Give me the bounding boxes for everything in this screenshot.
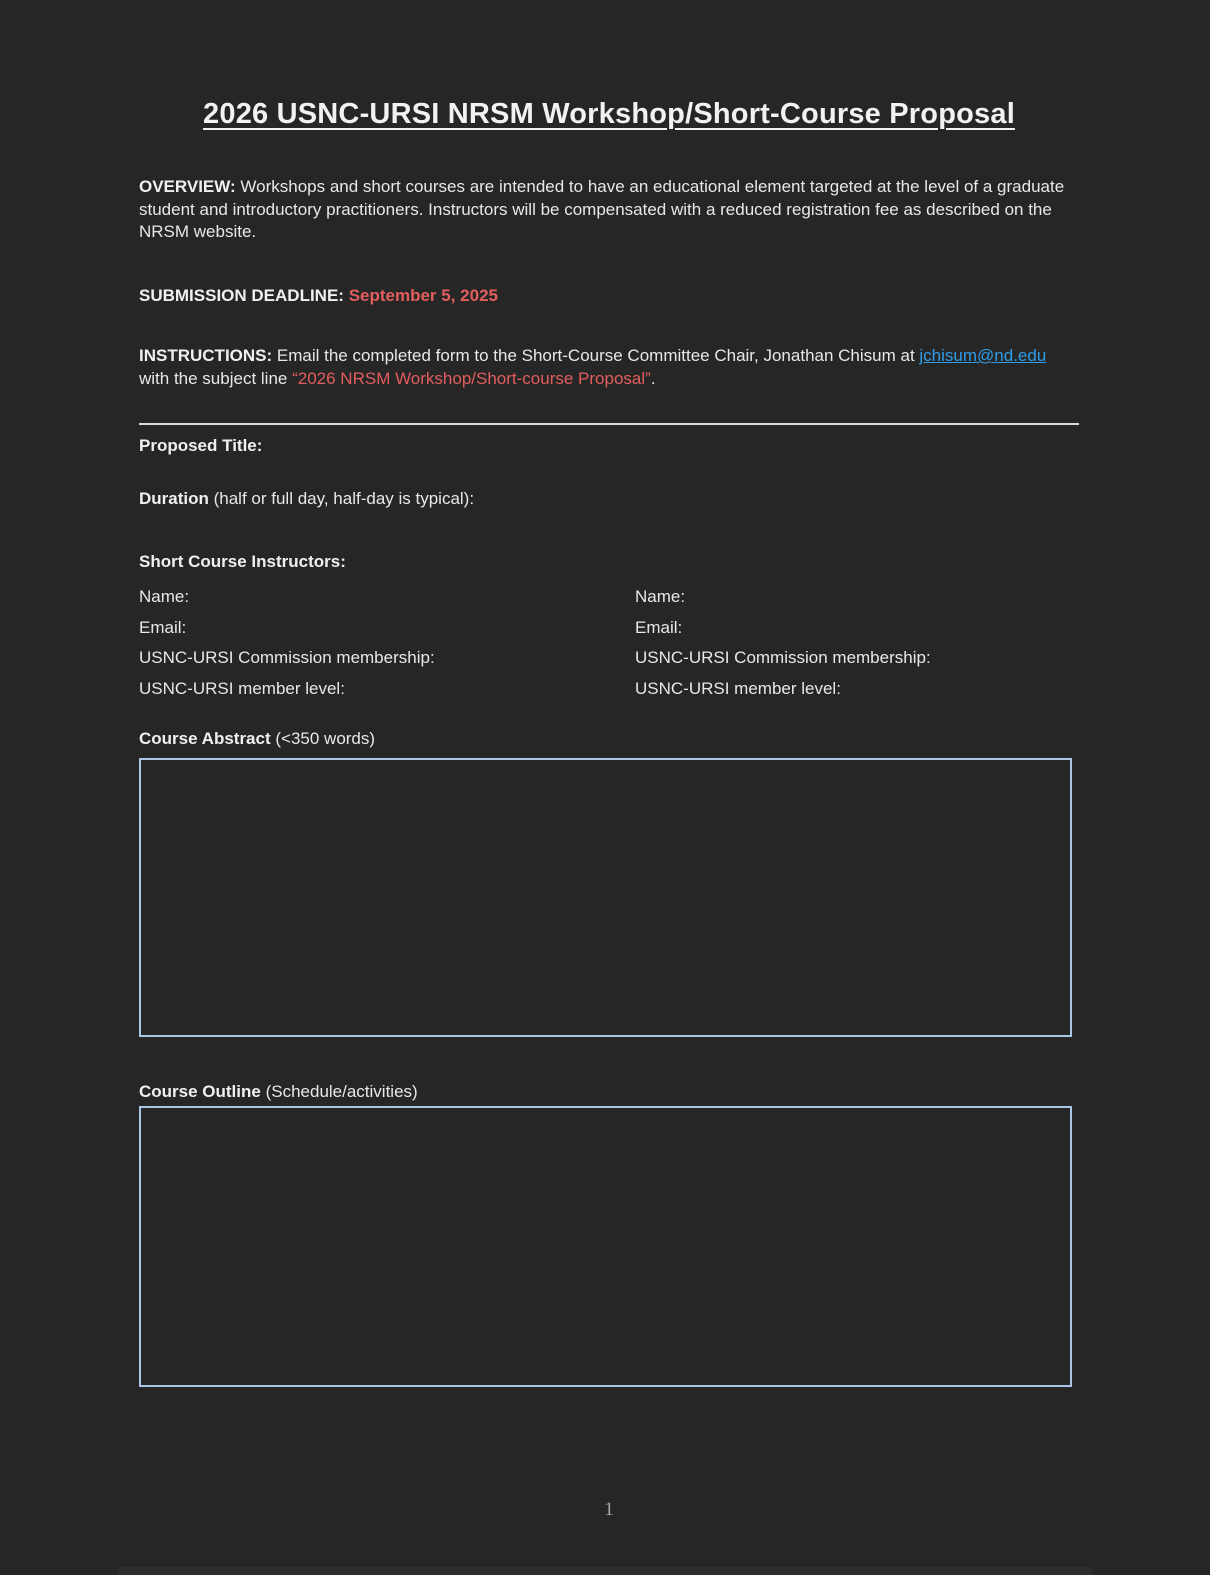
page-title-text: 2026 USNC-URSI NRSM Workshop/Short-Course Proposal [203,98,1015,130]
course-outline-hint: (Schedule/activities) [260,1082,418,1102]
instructor-1-name-label: Name: [139,587,190,606]
section-divider [139,423,1079,425]
instructor-2-member-level-label: USNC-URSI member level: [635,678,841,698]
next-page-edge [118,1567,1092,1575]
instructor-2-commission-label: USNC-URSI Commission membership: [635,648,931,668]
instructors-heading [139,551,1079,573]
instructor-2-column [635,582,1079,704]
overview-text: Workshops and short courses are intended to have an educational element targeted at the level of a graduate student and introductory practitioners. Instructors will be compensated with a reduced registration fee as described on the NRSM website. [139,177,1065,241]
overview-label: OVERVIEW: [139,177,236,196]
deadline-paragraph [139,285,1079,308]
instructors-grid [139,582,1079,704]
deadline-date: September 5, 2025 [348,285,498,305]
email-link[interactable]: jchisum@nd.edu [919,346,1047,365]
course-abstract-label: Course Abstract [139,729,271,749]
duration-hint: (half or full day, half-day is typical): [208,489,475,508]
course-abstract-heading [139,728,1079,750]
subject-line-quote: “2026 NRSM Workshop/Short-course Proposal” [292,368,651,388]
page-number: 1 [604,1499,614,1521]
course-outline-label: Course Outline [139,1082,261,1102]
course-outline-heading [139,1081,1079,1103]
proposed-title-label: Proposed Title: [139,436,263,455]
course-abstract-hint: (<350 words) [270,729,376,749]
duration-label: Duration [139,489,209,508]
instructor-2-name-label: Name: [635,587,686,606]
duration-field [139,488,1079,510]
instructor-1-column [139,582,635,704]
instructor-1-email-label: Email: [139,617,187,637]
overview-paragraph [139,176,1079,244]
instructions-label: INSTRUCTIONS: [139,346,273,365]
instructor-2-email-label: Email: [635,617,683,637]
instructions-paragraph [139,345,1079,390]
instructor-1-member-level-label: USNC-URSI member level: [139,678,345,698]
instructions-text-2: with the subject line [139,368,293,388]
page-title [139,94,1079,134]
instructor-1-commission-label: USNC-URSI Commission membership: [139,648,435,668]
instructors-heading-text: Short Course Instructors: [139,552,346,571]
deadline-label: SUBMISSION DEADLINE: [139,285,349,305]
course-abstract-input[interactable] [139,758,1072,1037]
course-outline-input[interactable] [139,1106,1072,1387]
instructions-period: . [650,368,656,388]
proposed-title-field [139,435,1079,457]
instructions-text-1: Email the completed form to the Short-Course Committee Chair, Jonathan Chisum at [272,346,920,365]
